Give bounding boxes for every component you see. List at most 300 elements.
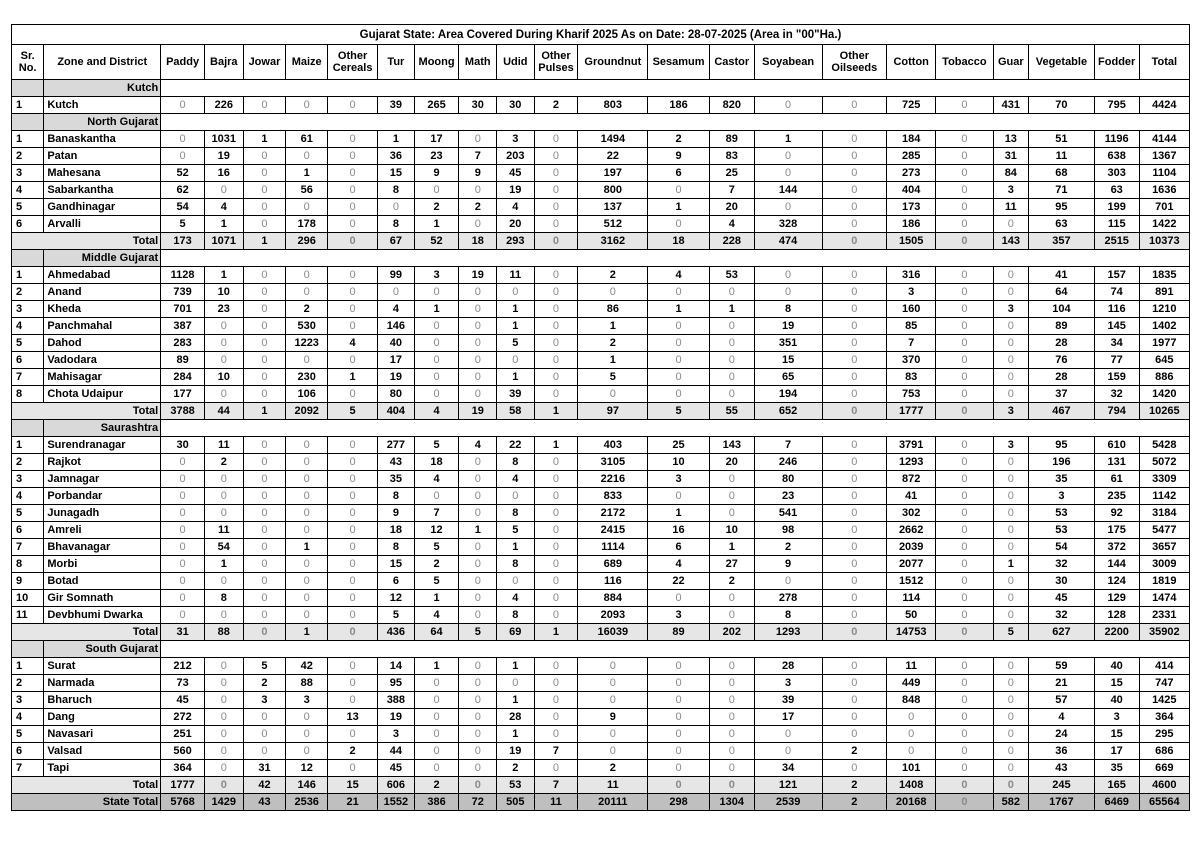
table-cell: 0: [822, 403, 887, 420]
table-cell: 0: [414, 386, 459, 403]
table-cell: 1552: [378, 794, 415, 811]
table-cell: 95: [1029, 199, 1095, 216]
table-cell: 404: [378, 403, 415, 420]
table-cell: 431: [993, 97, 1028, 114]
table-cell: 20: [709, 454, 754, 471]
table-cell: 146: [286, 777, 328, 794]
table-cell: 5: [414, 437, 459, 454]
table-cell: 0: [993, 284, 1028, 301]
table-cell: 0: [286, 505, 328, 522]
table-cell: 0: [534, 165, 578, 182]
table-cell: 2662: [887, 522, 936, 539]
table-cell: 0: [936, 335, 993, 352]
table-cell: 0: [497, 573, 535, 590]
table-cell: 351: [754, 335, 822, 352]
table-cell: 0: [709, 777, 754, 794]
table-cell: 0: [243, 556, 286, 573]
table-cell: 0: [936, 505, 993, 522]
table-cell: 15: [754, 352, 822, 369]
table-row: [12, 216, 1190, 233]
serial-number: 3: [12, 165, 44, 182]
table-cell: 0: [534, 148, 578, 165]
table-cell: 0: [709, 726, 754, 743]
table-cell: 273: [887, 165, 936, 182]
table-cell: 4: [709, 216, 754, 233]
district-name: Morbi: [44, 556, 161, 573]
table-cell: 0: [459, 369, 497, 386]
district-name: Surat: [44, 658, 161, 675]
table-cell: 800: [578, 182, 648, 199]
table-cell: 1223: [286, 335, 328, 352]
table-cell: 0: [243, 590, 286, 607]
table-cell: 0: [534, 233, 578, 250]
table-cell: 0: [534, 573, 578, 590]
table-cell: 18: [648, 233, 710, 250]
table-cell: 63: [1094, 182, 1139, 199]
table-cell: 1402: [1139, 318, 1189, 335]
table-cell: 0: [243, 743, 286, 760]
table-cell: 0: [648, 726, 710, 743]
table-cell: 2: [754, 539, 822, 556]
table-cell: 0: [204, 386, 243, 403]
table-cell: 3: [648, 607, 710, 624]
table-cell: 0: [414, 318, 459, 335]
table-cell: 53: [709, 267, 754, 284]
table-cell: 4: [497, 590, 535, 607]
table-cell: 159: [1094, 369, 1139, 386]
table-row: [12, 182, 1190, 199]
table-cell: 0: [328, 488, 378, 505]
table-cell: 30: [459, 97, 497, 114]
table-cell: 1: [243, 403, 286, 420]
table-cell: 795: [1094, 97, 1139, 114]
table-cell: 0: [993, 726, 1028, 743]
table-cell: 32: [1029, 556, 1095, 573]
table-cell: 23: [754, 488, 822, 505]
table-cell: 0: [936, 437, 993, 454]
table-cell: 177: [161, 386, 205, 403]
table-cell: 8: [378, 182, 415, 199]
table-cell: 128: [1094, 607, 1139, 624]
table-cell: 0: [534, 505, 578, 522]
table-cell: 0: [459, 488, 497, 505]
serial-number: 8: [12, 556, 44, 573]
table-cell: 0: [204, 182, 243, 199]
table-cell: 1: [243, 131, 286, 148]
table-cell: 7: [459, 148, 497, 165]
table-cell: 0: [754, 199, 822, 216]
table-cell: 0: [243, 624, 286, 641]
table-cell: 115: [1094, 216, 1139, 233]
table-cell: 1: [648, 505, 710, 522]
table-cell: 31: [993, 148, 1028, 165]
table-cell: 0: [204, 743, 243, 760]
table-cell: 194: [754, 386, 822, 403]
table-cell: 12: [286, 760, 328, 777]
table-cell: 0: [754, 148, 822, 165]
table-cell: 0: [648, 318, 710, 335]
table-cell: 3162: [578, 233, 648, 250]
table-cell: 467: [1029, 403, 1095, 420]
table-cell: 0: [754, 284, 822, 301]
table-cell: 1408: [887, 777, 936, 794]
table-cell: 32: [1029, 607, 1095, 624]
table-cell: 246: [754, 454, 822, 471]
table-cell: 0: [754, 573, 822, 590]
table-cell: 0: [754, 97, 822, 114]
column-header: Fodder: [1094, 45, 1139, 80]
table-row: [12, 369, 1190, 386]
table-cell: 106: [286, 386, 328, 403]
table-cell: 0: [328, 97, 378, 114]
table-cell: 0: [936, 301, 993, 318]
table-cell: 0: [993, 777, 1028, 794]
table-cell: 278: [754, 590, 822, 607]
table-cell: 0: [534, 658, 578, 675]
table-cell: 15: [1094, 726, 1139, 743]
table-cell: 39: [754, 692, 822, 709]
table-cell: 0: [822, 607, 887, 624]
zone-total-row: [12, 233, 1190, 250]
table-cell: 886: [1139, 369, 1189, 386]
table-cell: 1293: [887, 454, 936, 471]
table-cell: 0: [286, 607, 328, 624]
table-cell: 0: [459, 573, 497, 590]
table-cell: 0: [459, 471, 497, 488]
table-cell: 28: [497, 709, 535, 726]
table-cell: 0: [709, 488, 754, 505]
table-cell: 44: [204, 403, 243, 420]
table-cell: 226: [204, 97, 243, 114]
table-cell: 0: [822, 675, 887, 692]
serial-number: 5: [12, 335, 44, 352]
column-header: Total: [1139, 45, 1189, 80]
table-cell: 3: [648, 471, 710, 488]
table-cell: 0: [822, 709, 887, 726]
table-cell: 560: [161, 743, 205, 760]
table-cell: 1293: [754, 624, 822, 641]
table-cell: 0: [822, 726, 887, 743]
table-cell: 0: [648, 216, 710, 233]
table-cell: 891: [1139, 284, 1189, 301]
district-name: Surendranagar: [44, 437, 161, 454]
table-cell: 0: [243, 573, 286, 590]
table-row: [12, 97, 1190, 114]
zone-header-row: [12, 420, 1190, 437]
table-cell: 0: [286, 556, 328, 573]
zone-blank: [161, 114, 1190, 131]
state-total-label: State Total: [12, 794, 161, 811]
table-cell: 0: [534, 726, 578, 743]
district-name: Dang: [44, 709, 161, 726]
district-name: Tapi: [44, 760, 161, 777]
table-cell: 1: [497, 318, 535, 335]
table-cell: 0: [936, 131, 993, 148]
table-cell: 89: [1029, 318, 1095, 335]
table-cell: 0: [414, 352, 459, 369]
table-cell: 0: [936, 777, 993, 794]
table-cell: 4: [459, 437, 497, 454]
table-cell: 0: [936, 233, 993, 250]
table-cell: 0: [286, 743, 328, 760]
table-cell: 53: [1029, 505, 1095, 522]
table-cell: 5: [497, 335, 535, 352]
table-cell: 10: [648, 454, 710, 471]
table-cell: 0: [328, 233, 378, 250]
district-name: Navasari: [44, 726, 161, 743]
table-cell: 0: [243, 148, 286, 165]
serial-number: 3: [12, 692, 44, 709]
table-cell: 0: [709, 607, 754, 624]
table-cell: 35902: [1139, 624, 1189, 641]
table-cell: 61: [1094, 471, 1139, 488]
table-cell: 541: [754, 505, 822, 522]
table-cell: 3309: [1139, 471, 1189, 488]
table-cell: 245: [1029, 777, 1095, 794]
table-cell: 85: [887, 318, 936, 335]
table-cell: 0: [243, 318, 286, 335]
table-cell: 92: [1094, 505, 1139, 522]
table-cell: 186: [648, 97, 710, 114]
table-cell: 293: [497, 233, 535, 250]
table-cell: 104: [1029, 301, 1095, 318]
table-row: [12, 590, 1190, 607]
table-cell: 101: [887, 760, 936, 777]
table-cell: 0: [648, 352, 710, 369]
table-cell: 20: [497, 216, 535, 233]
table-cell: 2: [578, 267, 648, 284]
table-cell: 0: [378, 199, 415, 216]
table-cell: 0: [328, 522, 378, 539]
table-cell: 15: [378, 165, 415, 182]
table-cell: 0: [534, 216, 578, 233]
table-cell: 71: [1029, 182, 1095, 199]
table-cell: 1104: [1139, 165, 1189, 182]
table-cell: 0: [534, 454, 578, 471]
table-cell: 0: [936, 182, 993, 199]
table-cell: 22: [497, 437, 535, 454]
table-cell: 848: [887, 692, 936, 709]
table-cell: 1: [286, 624, 328, 641]
table-cell: 0: [328, 301, 378, 318]
table-cell: 0: [243, 726, 286, 743]
table-cell: 30: [1029, 573, 1095, 590]
table-cell: 725: [887, 97, 936, 114]
table-cell: 372: [1094, 539, 1139, 556]
serial-number: 8: [12, 386, 44, 403]
table-cell: 2: [822, 777, 887, 794]
district-name: Mahisagar: [44, 369, 161, 386]
table-cell: 0: [936, 522, 993, 539]
table-cell: 0: [822, 760, 887, 777]
table-cell: 7: [709, 182, 754, 199]
column-header: Sesamum: [648, 45, 710, 80]
table-cell: 2: [414, 199, 459, 216]
table-cell: 1636: [1139, 182, 1189, 199]
table-cell: 387: [161, 318, 205, 335]
table-cell: 1: [993, 556, 1028, 573]
table-cell: 0: [378, 284, 415, 301]
table-cell: 1777: [161, 777, 205, 794]
zone-spacer: [12, 114, 44, 131]
table-cell: 0: [936, 97, 993, 114]
table-cell: 0: [993, 352, 1028, 369]
table-cell: 63: [1029, 216, 1095, 233]
serial-number: 1: [12, 97, 44, 114]
table-cell: 0: [497, 352, 535, 369]
table-cell: 0: [822, 301, 887, 318]
table-cell: 436: [378, 624, 415, 641]
table-cell: 51: [1029, 131, 1095, 148]
serial-number: 5: [12, 505, 44, 522]
table-cell: 1: [578, 352, 648, 369]
zone-spacer: [12, 80, 44, 97]
serial-number: 2: [12, 675, 44, 692]
table-cell: 32: [1094, 386, 1139, 403]
zone-name: Kutch: [44, 80, 161, 97]
table-cell: 0: [534, 692, 578, 709]
table-cell: 0: [204, 352, 243, 369]
table-cell: 131: [1094, 454, 1139, 471]
table-cell: 0: [243, 488, 286, 505]
table-cell: 0: [936, 369, 993, 386]
table-cell: 0: [936, 675, 993, 692]
table-cell: 1: [534, 624, 578, 641]
table-cell: 0: [161, 522, 205, 539]
column-header-row: [12, 45, 1190, 80]
table-cell: 1425: [1139, 692, 1189, 709]
report-container: [11, 24, 1190, 811]
table-cell: 0: [822, 386, 887, 403]
table-cell: 97: [578, 403, 648, 420]
table-cell: 0: [578, 658, 648, 675]
table-cell: 0: [328, 318, 378, 335]
table-cell: 689: [578, 556, 648, 573]
table-cell: 0: [993, 369, 1028, 386]
table-cell: 627: [1029, 624, 1095, 641]
table-cell: 747: [1139, 675, 1189, 692]
district-name: Valsad: [44, 743, 161, 760]
table-cell: 40: [1094, 658, 1139, 675]
table-cell: 794: [1094, 403, 1139, 420]
table-cell: 1114: [578, 539, 648, 556]
table-cell: 0: [286, 522, 328, 539]
table-cell: 2: [497, 760, 535, 777]
table-cell: 1196: [1094, 131, 1139, 148]
zone-header-row: [12, 80, 1190, 97]
table-cell: 2: [578, 335, 648, 352]
table-cell: 0: [709, 318, 754, 335]
table-cell: 144: [754, 182, 822, 199]
table-cell: 143: [709, 437, 754, 454]
district-name: Amreli: [44, 522, 161, 539]
table-cell: 24: [1029, 726, 1095, 743]
table-cell: 872: [887, 471, 936, 488]
table-cell: 4: [1029, 709, 1095, 726]
table-cell: 0: [648, 488, 710, 505]
table-cell: 0: [709, 284, 754, 301]
table-cell: 25: [709, 165, 754, 182]
table-cell: 0: [709, 505, 754, 522]
column-header: Moong: [414, 45, 459, 80]
table-cell: 284: [161, 369, 205, 386]
table-cell: 0: [459, 505, 497, 522]
table-cell: 1367: [1139, 148, 1189, 165]
table-row: [12, 335, 1190, 352]
district-name: Devbhumi Dwarka: [44, 607, 161, 624]
table-cell: 3657: [1139, 539, 1189, 556]
zone-spacer: [12, 250, 44, 267]
table-cell: 57: [1029, 692, 1095, 709]
district-name: Jamnagar: [44, 471, 161, 488]
table-cell: 0: [328, 216, 378, 233]
table-cell: 19: [754, 318, 822, 335]
table-cell: 0: [414, 182, 459, 199]
table-cell: 23: [414, 148, 459, 165]
table-cell: 0: [459, 692, 497, 709]
table-cell: 3: [754, 675, 822, 692]
table-cell: 10: [204, 369, 243, 386]
table-cell: 0: [161, 97, 205, 114]
table-cell: 0: [936, 216, 993, 233]
table-cell: 0: [204, 692, 243, 709]
table-cell: 58: [497, 403, 535, 420]
table-cell: 1142: [1139, 488, 1189, 505]
table-cell: 0: [993, 454, 1028, 471]
zone-name: South Gujarat: [44, 641, 161, 658]
table-cell: 19: [497, 743, 535, 760]
table-cell: 1: [204, 267, 243, 284]
table-cell: 1: [754, 131, 822, 148]
table-cell: 739: [161, 284, 205, 301]
table-cell: 72: [459, 794, 497, 811]
table-cell: 6: [648, 165, 710, 182]
table-cell: 8: [378, 539, 415, 556]
table-cell: 0: [328, 131, 378, 148]
table-cell: 606: [378, 777, 415, 794]
table-cell: 0: [822, 556, 887, 573]
serial-number: 6: [12, 216, 44, 233]
table-cell: 1071: [204, 233, 243, 250]
table-cell: 1: [414, 658, 459, 675]
table-cell: 52: [161, 165, 205, 182]
table-cell: 7: [887, 335, 936, 352]
table-cell: 645: [1139, 352, 1189, 369]
table-cell: 0: [534, 556, 578, 573]
table-cell: 701: [161, 301, 205, 318]
table-cell: 1: [414, 216, 459, 233]
table-cell: 116: [1094, 301, 1139, 318]
table-cell: 23: [204, 301, 243, 318]
table-cell: 45: [1029, 590, 1095, 607]
table-cell: 40: [378, 335, 415, 352]
table-cell: 4: [328, 335, 378, 352]
table-cell: 1429: [204, 794, 243, 811]
table-cell: 64: [414, 624, 459, 641]
table-cell: 1835: [1139, 267, 1189, 284]
district-name: Kutch: [44, 97, 161, 114]
table-cell: 0: [459, 335, 497, 352]
district-name: Anand: [44, 284, 161, 301]
table-cell: 186: [887, 216, 936, 233]
table-cell: 18: [459, 233, 497, 250]
table-cell: 0: [993, 709, 1028, 726]
table-cell: 0: [328, 267, 378, 284]
table-cell: 285: [887, 148, 936, 165]
table-cell: 55: [709, 403, 754, 420]
table-cell: 0: [993, 590, 1028, 607]
table-cell: 14: [378, 658, 415, 675]
